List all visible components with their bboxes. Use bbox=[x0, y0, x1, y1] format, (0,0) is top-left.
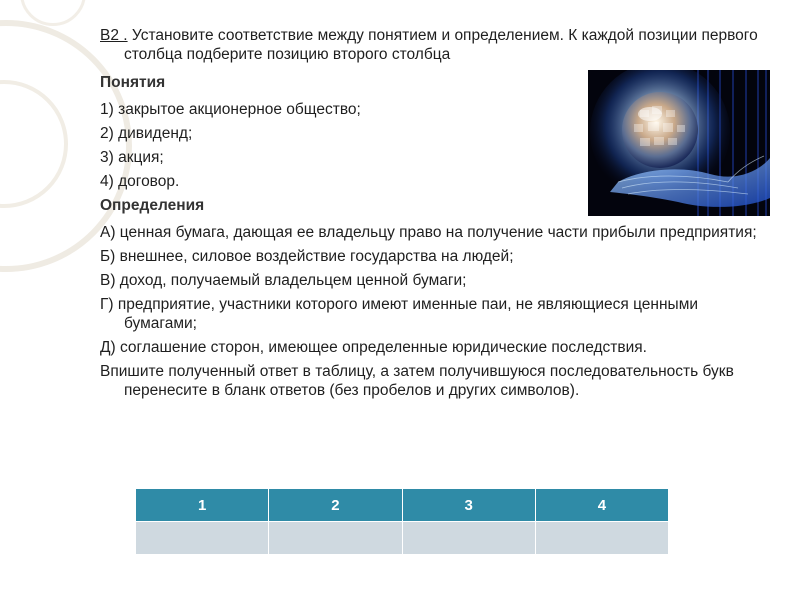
answer-cell[interactable] bbox=[269, 522, 402, 555]
definition-item: Д) соглашение сторон, имеющее определенные юридические последствия. bbox=[100, 339, 647, 356]
concept-item: 1) закрытое акционерное общество; bbox=[100, 101, 361, 118]
answer-cell[interactable] bbox=[402, 522, 535, 555]
concept-item: 4) договор. bbox=[100, 173, 180, 190]
answer-header-cell: 1 bbox=[136, 489, 269, 522]
definition-item: А) ценная бумага, дающая ее владельцу право на получение части прибыли предприятия; bbox=[100, 224, 757, 241]
definitions-heading: Определения bbox=[100, 197, 205, 214]
task-number: В2 . bbox=[100, 27, 128, 44]
definition-item: Г) предприятие, участники которого имеют именные паи, не являющиеся ценными бумагами; bbox=[100, 296, 699, 332]
answer-cell[interactable] bbox=[136, 522, 269, 555]
concept-item: 3) акция; bbox=[100, 149, 164, 166]
globe-hand-icon bbox=[588, 70, 770, 216]
answer-table-row bbox=[136, 522, 669, 555]
task-title bbox=[100, 26, 765, 64]
answer-header-cell: 4 bbox=[535, 489, 668, 522]
instruction-text: Впишите полученный ответ в таблицу, а затем получившуюся последовательность букв перенесите в бланк ответов (без пробелов и других символов). bbox=[100, 363, 734, 399]
answer-table bbox=[135, 488, 669, 555]
glowing-globe-hand-image bbox=[588, 70, 770, 216]
answer-header-cell: 3 bbox=[402, 489, 535, 522]
concepts-heading: Понятия bbox=[100, 74, 166, 91]
answer-cell[interactable] bbox=[535, 522, 668, 555]
definition-item: Б) внешнее, силовое воздействие государства на людей; bbox=[100, 248, 514, 265]
answer-table-header bbox=[136, 489, 669, 522]
task-statement: Установите соответствие между понятием и определением. К каждой позиции первого столбца подберите позицию второго столбца bbox=[124, 27, 758, 63]
definition-item: В) доход, получаемый владельцем ценной бумаги; bbox=[100, 272, 467, 289]
answer-header-cell: 2 bbox=[269, 489, 402, 522]
concept-item: 2) дивиденд; bbox=[100, 125, 193, 142]
